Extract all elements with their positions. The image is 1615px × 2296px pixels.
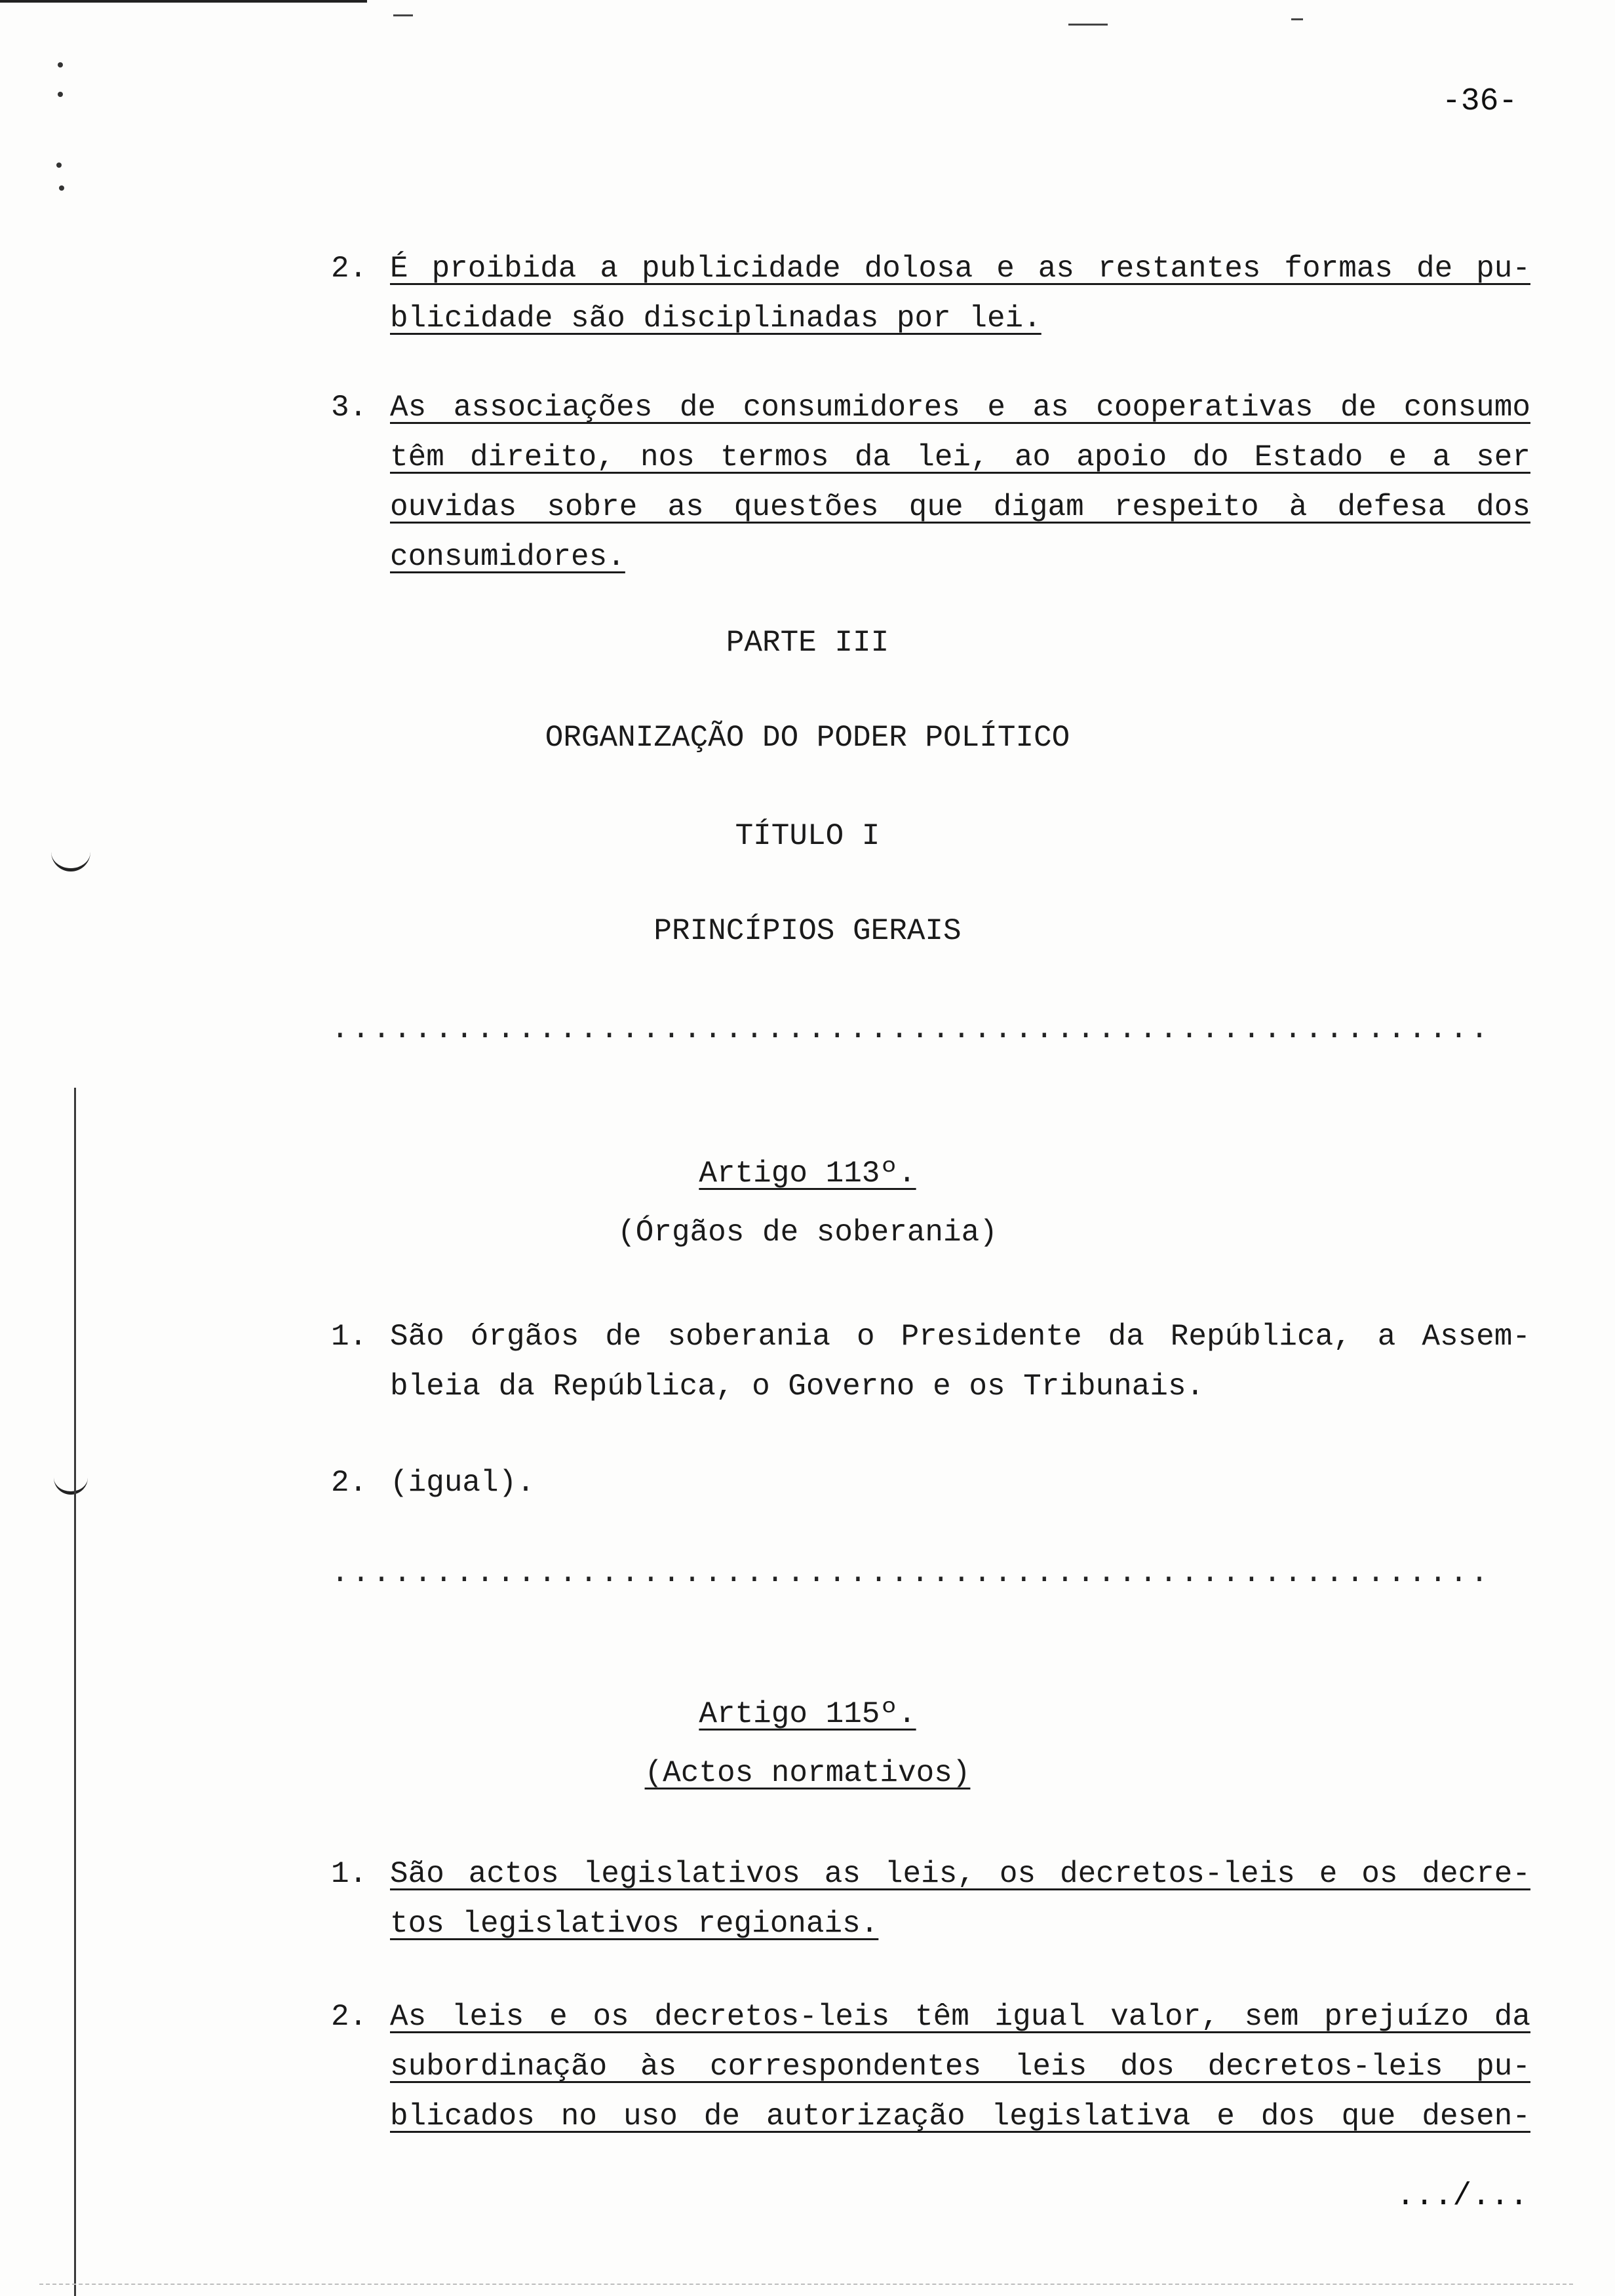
margin-rule bbox=[74, 1088, 76, 2296]
paragraph-number: 2. bbox=[331, 1466, 368, 1500]
paragraph-line: São actos legislativos as leis, os decretos-leis e os decre- bbox=[390, 1857, 1530, 1891]
scan-bottom-edge bbox=[39, 2284, 1573, 2285]
paragraph-line: (igual). bbox=[390, 1466, 535, 1500]
article-113-paragraph-2 bbox=[331, 1458, 1530, 1508]
part-title: ORGANIZAÇÃO DO PODER POLÍTICO bbox=[545, 721, 1070, 755]
article-113-paragraph-1 bbox=[331, 1312, 1530, 1411]
article-113-subtitle: (Órgãos de soberania) bbox=[617, 1215, 998, 1250]
paragraph-number: 1. bbox=[331, 1320, 368, 1354]
scan-mark bbox=[393, 14, 413, 16]
punch-dot bbox=[59, 185, 64, 191]
paragraph-line: subordinação às correspondentes leis dos decretos-leis pu- bbox=[390, 2050, 1530, 2084]
punch-dot bbox=[58, 62, 63, 67]
scan-top-line bbox=[0, 0, 367, 3]
scan-mark bbox=[1068, 24, 1108, 26]
part-heading: PARTE III bbox=[726, 626, 889, 660]
paragraph-number: 2. bbox=[331, 2000, 368, 2034]
paragraph-line: As leis e os decretos-leis têm igual valor, sem prejuízo da bbox=[390, 2000, 1530, 2034]
top-paragraph-2 bbox=[331, 244, 1530, 343]
paragraph-line: As associações de consumidores e as cooperativas de consumo bbox=[390, 391, 1530, 425]
paragraph-line: blicidade são disciplinadas por lei. bbox=[390, 301, 1041, 335]
article-115-heading: Artigo 115º. bbox=[699, 1697, 916, 1731]
continuation-mark: .../... bbox=[1396, 2179, 1528, 2214]
paragraph-line: bleia da República, o Governo e os Tribunais. bbox=[390, 1369, 1205, 1404]
punch-dot bbox=[56, 163, 62, 168]
title-heading: TÍTULO I bbox=[735, 819, 880, 853]
page-number: -36- bbox=[1442, 84, 1518, 119]
paragraph-line: É proibida a publicidade dolosa e as restantes formas de pu- bbox=[390, 252, 1530, 286]
paragraph-number: 3. bbox=[331, 391, 368, 425]
article-115-subtitle: (Actos normativos) bbox=[644, 1756, 971, 1790]
paragraph-number: 1. bbox=[331, 1857, 368, 1891]
paragraph-line: consumidores. bbox=[390, 540, 625, 574]
paragraph-number: 2. bbox=[331, 252, 368, 286]
title-name: PRINCÍPIOS GERAIS bbox=[653, 914, 962, 948]
article-113-heading: Artigo 113º. bbox=[699, 1157, 916, 1191]
article-115-paragraph-1 bbox=[331, 1849, 1530, 1949]
paragraph-line: ouvidas sobre as questões que digam respeito à defesa dos bbox=[390, 490, 1530, 524]
punch-dot bbox=[58, 92, 63, 97]
paragraph-line: blicados no uso de autorização legislativa e dos que desen- bbox=[390, 2099, 1530, 2133]
paragraph-line: têm direito, nos termos da lei, ao apoio do Estado e a ser bbox=[390, 440, 1530, 474]
article-115-paragraph-2 bbox=[331, 1992, 1530, 2141]
paragraph-line: São órgãos de soberania o Presidente da República, a Assem- bbox=[390, 1320, 1530, 1354]
ellipsis-separator: ........................................................ bbox=[331, 1556, 1491, 1590]
top-paragraph-3 bbox=[331, 383, 1530, 582]
scan-mark bbox=[1291, 18, 1303, 20]
paragraph-line: tos legislativos regionais. bbox=[390, 1907, 879, 1941]
ellipsis-separator: ........................................................ bbox=[331, 1012, 1491, 1046]
margin-bracket-mark bbox=[54, 1468, 88, 1495]
